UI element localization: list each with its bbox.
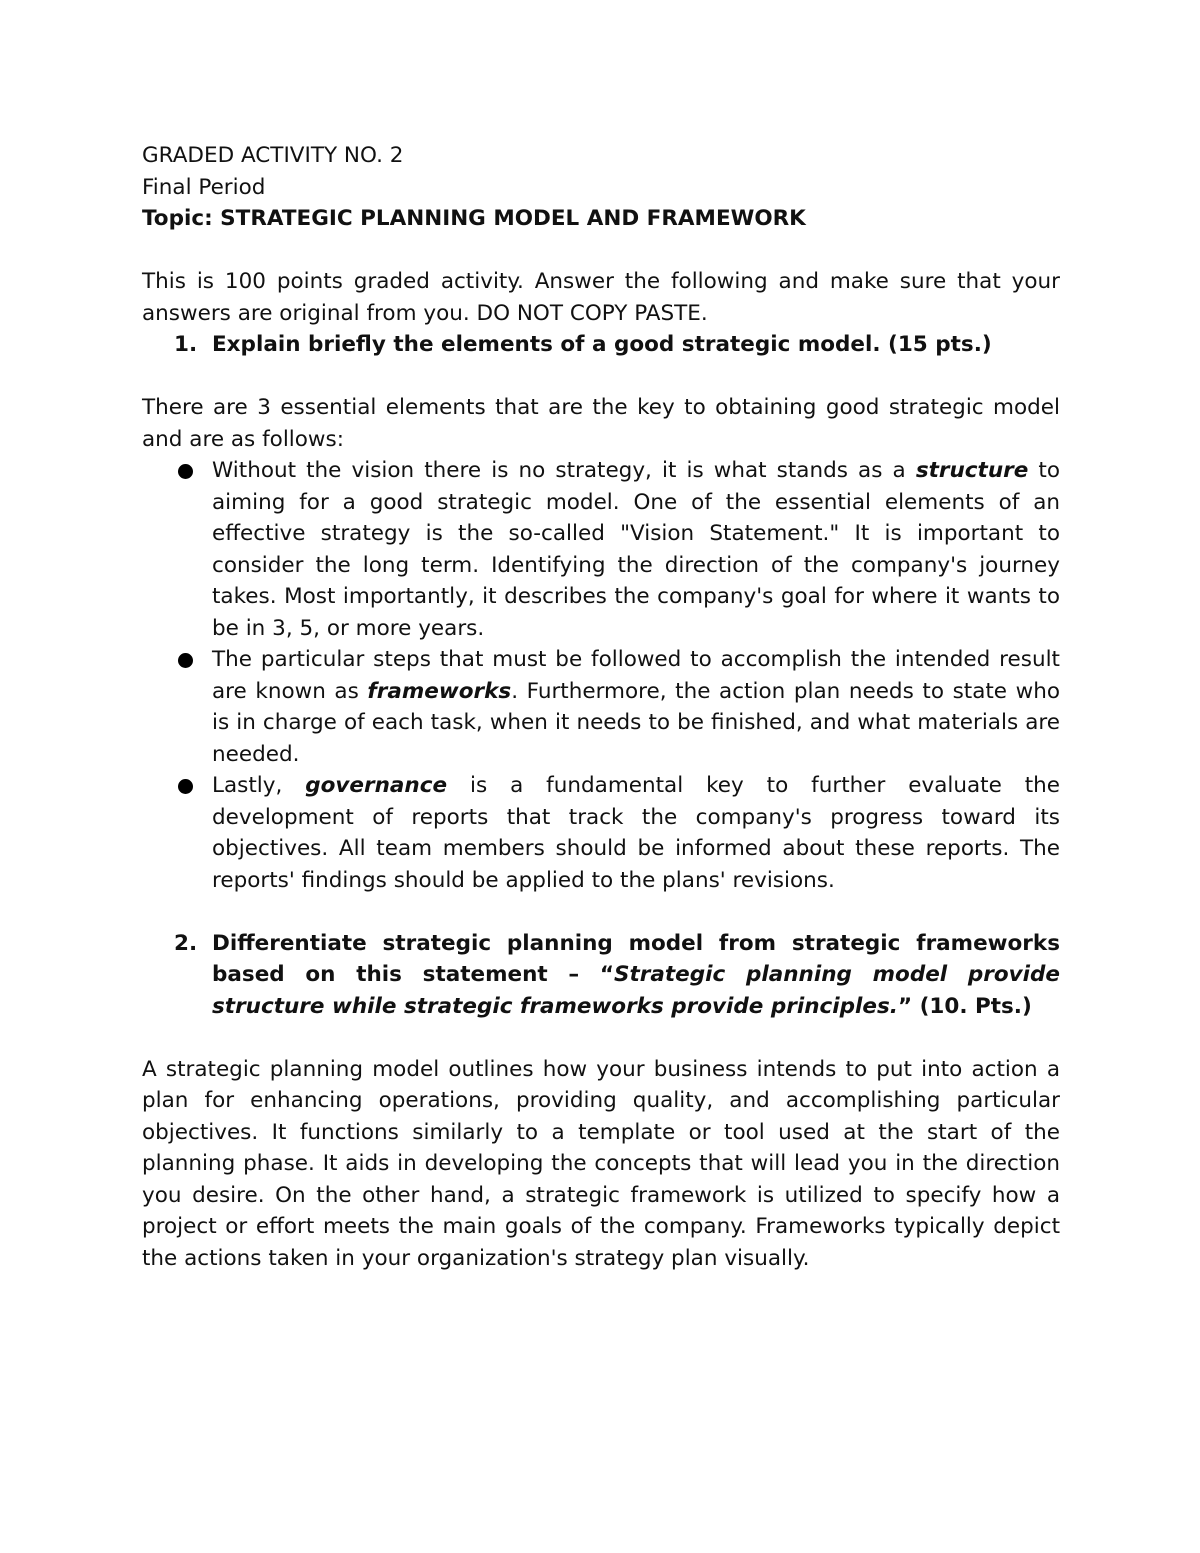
bullet-text: is a fundamental key to further evaluate the development of reports that track the company's progress toward its objectives. All team members should be informed about these reports. The reports' findings should be applied to the plans' revisions.: [212, 773, 1061, 893]
question-1-text: Explain briefly the elements of a good strategic model. (15 pts.): [212, 332, 992, 357]
question-2-tail: ” (10. Pts.): [897, 993, 1032, 1019]
answer-1-intro: There are 3 essential elements that are the key to obtaining good strategic model and are as follows:: [142, 395, 1060, 452]
bullet-text: Lastly,: [212, 773, 306, 798]
question-2-quote: Strategic planning model provide structure while strategic frameworks provide principles.: [212, 962, 1061, 1019]
spacer: [142, 896, 1060, 928]
keyword-frameworks: frameworks: [367, 678, 512, 704]
question-1: [142, 329, 1060, 361]
bullet-dot-icon: [178, 779, 193, 794]
bullet-text: to aiming for a good strategic model. One of the essential elements of an effective strategy is the so-called "Vision Statement." It is important to consider the long term. Identifying the direction of the company's journey takes. Most importantly, it describes the company's goal for where it wants to be in 3, 5, or more years.: [212, 458, 1060, 641]
answer-2-paragraph: A strategic planning model outlines how your business intends to put into action a plan for enhancing operations, providing quality, and accomplishing particular objectives. It functions similarly to a template or tool used at the start of the planning phase. It aids in developing the concepts that will lead you in the direction you desire. On the other hand, a strategic framework is utilized to specify how a project or effort meets the main goals of the company. Frameworks typically depict the actions taken in your organization's strategy plan visually.: [142, 1056, 1060, 1271]
spacer: [142, 235, 1060, 267]
spacer: [142, 361, 1060, 393]
bullet-item-vision: [142, 455, 1060, 644]
keyword-governance: governance: [305, 773, 448, 798]
topic-heading: Topic: STRATEGIC PLANNING MODEL AND FRAMEWORK: [142, 206, 806, 231]
bullet-text: . Furthermore, the action plan needs to state who is in charge of each task, when it needs to be finished, and what materials are needed.: [212, 678, 1061, 767]
bullet-text: The particular steps that must be followed to accomplish the intended result are known as: [212, 647, 1060, 704]
question-2: [142, 928, 1060, 1023]
bullet-item-frameworks: [142, 644, 1060, 770]
question-2-lead: Differentiate strategic planning model from strategic frameworks based on this statement – “: [212, 930, 1060, 987]
activity-title: GRADED ACTIVITY NO. 2: [142, 143, 404, 168]
spacer: [142, 1022, 1060, 1054]
document-page: [142, 140, 1060, 1274]
bullet-item-governance: [142, 770, 1060, 896]
bullet-dot-icon: [178, 464, 193, 479]
bullet-text: Without the vision there is no strategy, it is what stands as a: [212, 458, 916, 483]
period-label: Final Period: [142, 174, 266, 200]
bullet-dot-icon: [178, 653, 193, 668]
intro-paragraph: This is 100 points graded activity. Answer the following and make sure that your answers are original from you. DO NOT COPY PASTE.: [142, 269, 1060, 326]
question-1-number: 1.: [174, 332, 198, 357]
question-2-number: 2.: [174, 930, 198, 956]
keyword-structure: structure: [915, 458, 1029, 483]
